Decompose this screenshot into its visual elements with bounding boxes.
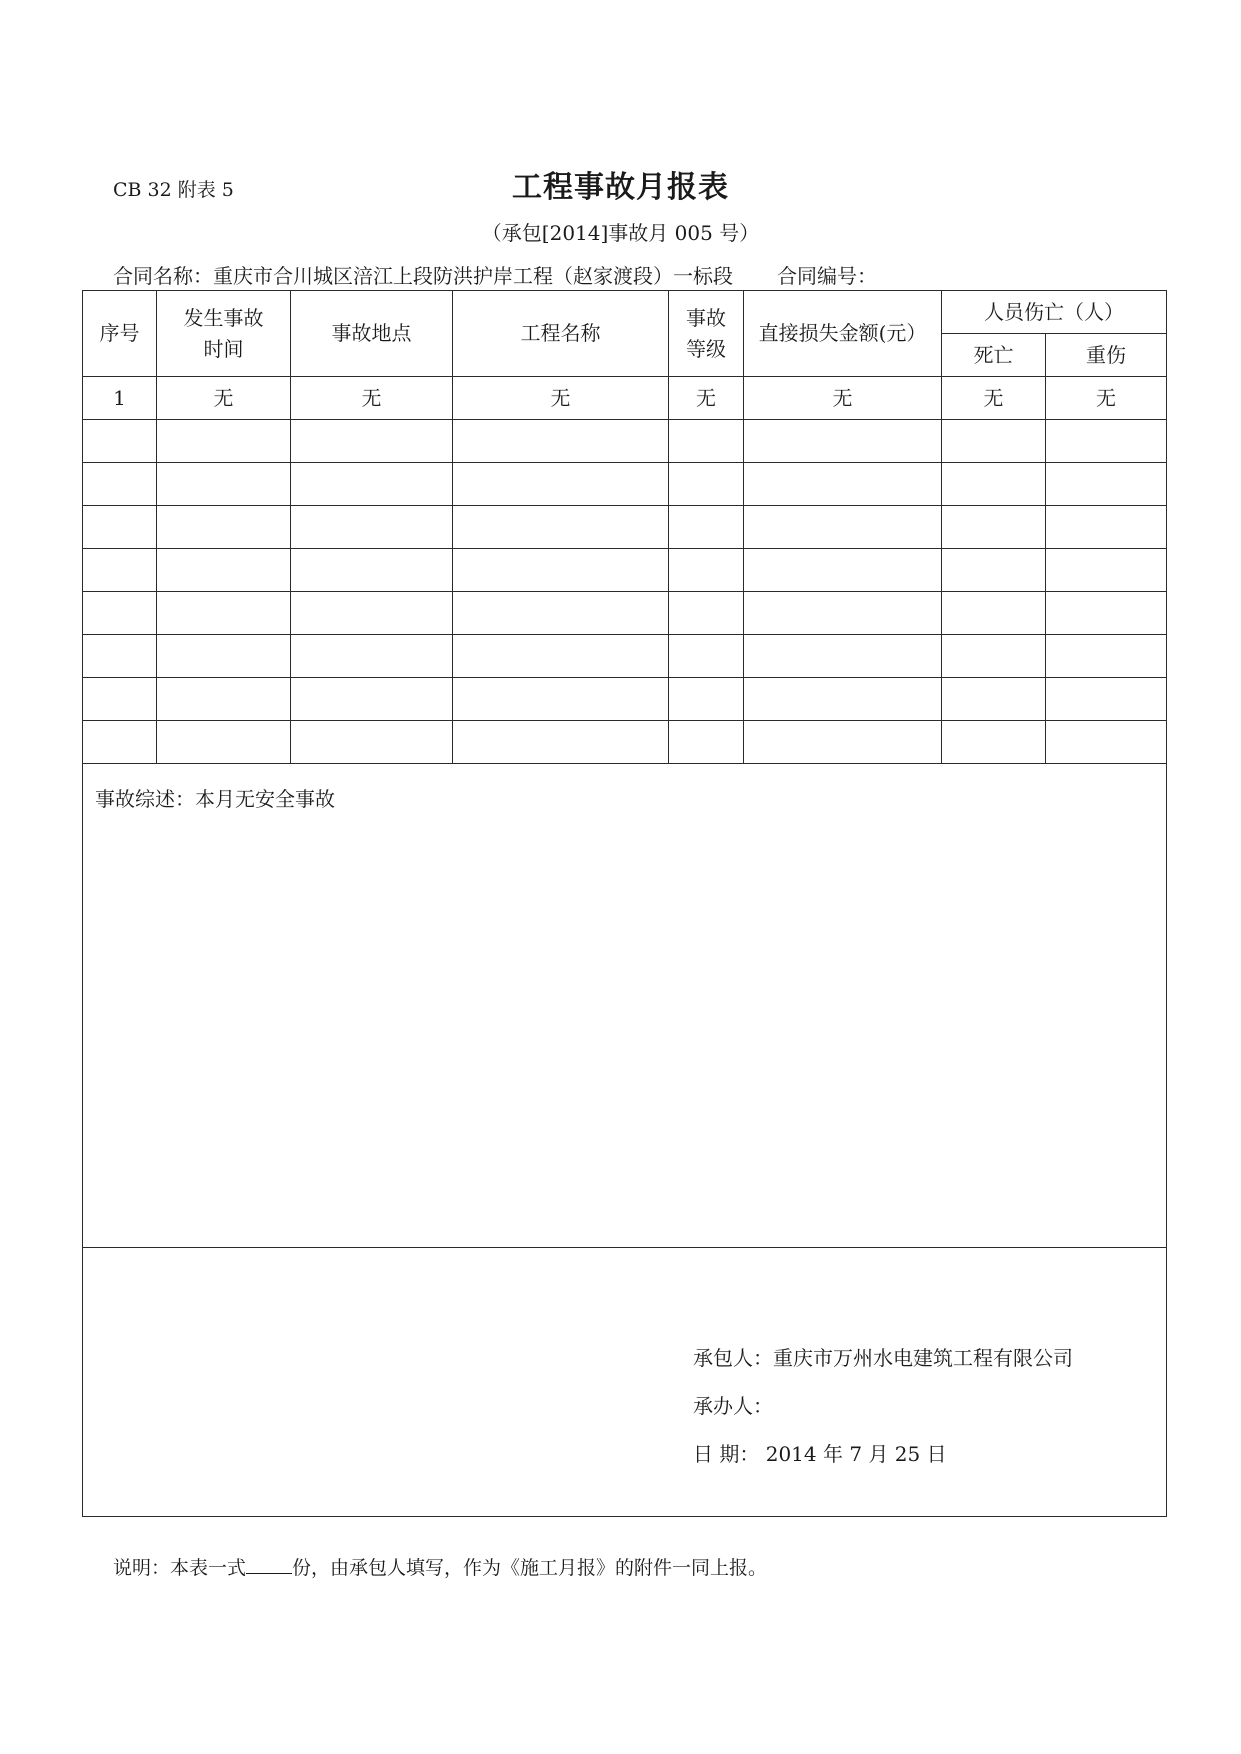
table-cell xyxy=(291,549,453,592)
form-code: CB 32 附表 5 xyxy=(113,179,234,201)
table-cell: 无 xyxy=(453,377,669,420)
table-cell xyxy=(83,721,157,764)
table-body xyxy=(83,377,1167,764)
table-cell xyxy=(942,721,1046,764)
table-cell xyxy=(744,635,942,678)
table-cell xyxy=(942,592,1046,635)
header-grade-line2: 等级 xyxy=(686,336,726,361)
table-cell: 无 xyxy=(157,377,291,420)
header-seq: 序号 xyxy=(83,291,157,377)
table-cell xyxy=(291,678,453,721)
header-time-line2: 时间 xyxy=(203,336,244,361)
summary-row xyxy=(83,764,1167,1248)
contract-name: 合同名称：重庆市合川城区涪江上段防洪护岸工程（赵家渡段）一标段 xyxy=(113,264,733,288)
table-cell xyxy=(291,592,453,635)
accident-report-table xyxy=(82,290,1167,1517)
handler-line: 承办人： xyxy=(693,1394,773,1418)
table-cell xyxy=(157,506,291,549)
table-cell xyxy=(157,549,291,592)
footnote-prefix: 说明：本表一式 xyxy=(113,1557,247,1579)
table-cell xyxy=(453,420,669,463)
table-cell: 无 xyxy=(1046,377,1167,420)
header-project: 工程名称 xyxy=(453,291,669,377)
table-cell xyxy=(1046,678,1167,721)
table-cell xyxy=(942,506,1046,549)
table-header-row xyxy=(83,291,1167,334)
header-time xyxy=(157,291,291,377)
table-cell xyxy=(83,592,157,635)
table-cell xyxy=(669,463,744,506)
summary-cell xyxy=(83,764,1167,1248)
report-serial-number: （承包[2014]事故月 005 号） xyxy=(481,221,760,245)
signature-row xyxy=(83,1248,1167,1517)
table-cell xyxy=(669,549,744,592)
table-cell xyxy=(942,420,1046,463)
signature-cell xyxy=(83,1248,1167,1517)
table-row xyxy=(83,377,1167,420)
table-cell xyxy=(942,678,1046,721)
table-cell xyxy=(453,635,669,678)
table-cell xyxy=(669,721,744,764)
table-cell xyxy=(83,678,157,721)
contractor-line: 承包人：重庆市万州水电建筑工程有限公司 xyxy=(693,1346,1073,1370)
table-cell xyxy=(453,678,669,721)
date-line: 日 期： 2014 年 7 月 25 日 xyxy=(693,1442,947,1466)
table-cell xyxy=(1046,592,1167,635)
table-cell: 1 xyxy=(83,377,157,420)
table-row xyxy=(83,592,1167,635)
table-cell xyxy=(157,678,291,721)
table-cell xyxy=(291,506,453,549)
table-cell xyxy=(669,678,744,721)
contract-number-label: 合同编号： xyxy=(777,264,877,288)
table-cell xyxy=(453,592,669,635)
table-cell: 无 xyxy=(744,377,942,420)
table-row xyxy=(83,420,1167,463)
table-cell xyxy=(453,549,669,592)
footnote-suffix: 份，由承包人填写，作为《施工月报》的附件一同上报。 xyxy=(292,1557,768,1579)
table-cell xyxy=(1046,463,1167,506)
table-cell xyxy=(157,420,291,463)
table-cell xyxy=(83,549,157,592)
table-cell xyxy=(83,420,157,463)
table-cell xyxy=(291,635,453,678)
header-grade xyxy=(669,291,744,377)
table-cell: 无 xyxy=(942,377,1046,420)
table-cell xyxy=(83,506,157,549)
table-cell xyxy=(744,506,942,549)
table-cell xyxy=(744,420,942,463)
header-grade-line1: 事故 xyxy=(686,305,726,330)
table-cell xyxy=(157,635,291,678)
header-death: 死亡 xyxy=(942,334,1046,377)
table-cell: 无 xyxy=(291,377,453,420)
table-cell xyxy=(1046,635,1167,678)
table-row xyxy=(83,721,1167,764)
table-cell xyxy=(744,463,942,506)
contract-info-line xyxy=(113,260,877,289)
table-row xyxy=(83,678,1167,721)
table-cell xyxy=(291,420,453,463)
table-cell xyxy=(669,506,744,549)
table-row xyxy=(83,506,1167,549)
table-cell xyxy=(453,506,669,549)
table-cell xyxy=(157,463,291,506)
table-cell xyxy=(1046,420,1167,463)
table-cell xyxy=(942,463,1046,506)
table-row xyxy=(83,463,1167,506)
page-title: 工程事故月报表 xyxy=(512,170,729,205)
table-cell xyxy=(157,592,291,635)
table-cell: 无 xyxy=(669,377,744,420)
table-cell xyxy=(744,721,942,764)
footnote xyxy=(113,1553,767,1580)
accident-summary: 事故综述：本月无安全事故 xyxy=(95,787,335,811)
table-cell xyxy=(1046,506,1167,549)
table-cell xyxy=(669,592,744,635)
copies-blank xyxy=(246,1555,292,1574)
table-cell xyxy=(1046,721,1167,764)
table-cell xyxy=(291,463,453,506)
table-row xyxy=(83,549,1167,592)
table-cell xyxy=(291,721,453,764)
table-row xyxy=(83,635,1167,678)
header-casualty: 人员伤亡（人） xyxy=(942,291,1167,334)
table-cell xyxy=(744,549,942,592)
table-cell xyxy=(1046,549,1167,592)
header-location: 事故地点 xyxy=(291,291,453,377)
table-cell xyxy=(83,635,157,678)
table-cell xyxy=(83,463,157,506)
table-cell xyxy=(157,721,291,764)
table-cell xyxy=(669,635,744,678)
table-cell xyxy=(744,678,942,721)
header-loss: 直接损失金额(元） xyxy=(744,291,942,377)
table-cell xyxy=(453,721,669,764)
table-cell xyxy=(942,635,1046,678)
header-injury: 重伤 xyxy=(1046,334,1167,377)
table-cell xyxy=(669,420,744,463)
table-cell xyxy=(942,549,1046,592)
table-cell xyxy=(744,592,942,635)
table-cell xyxy=(453,463,669,506)
header-time-line1: 发生事故 xyxy=(183,305,264,330)
